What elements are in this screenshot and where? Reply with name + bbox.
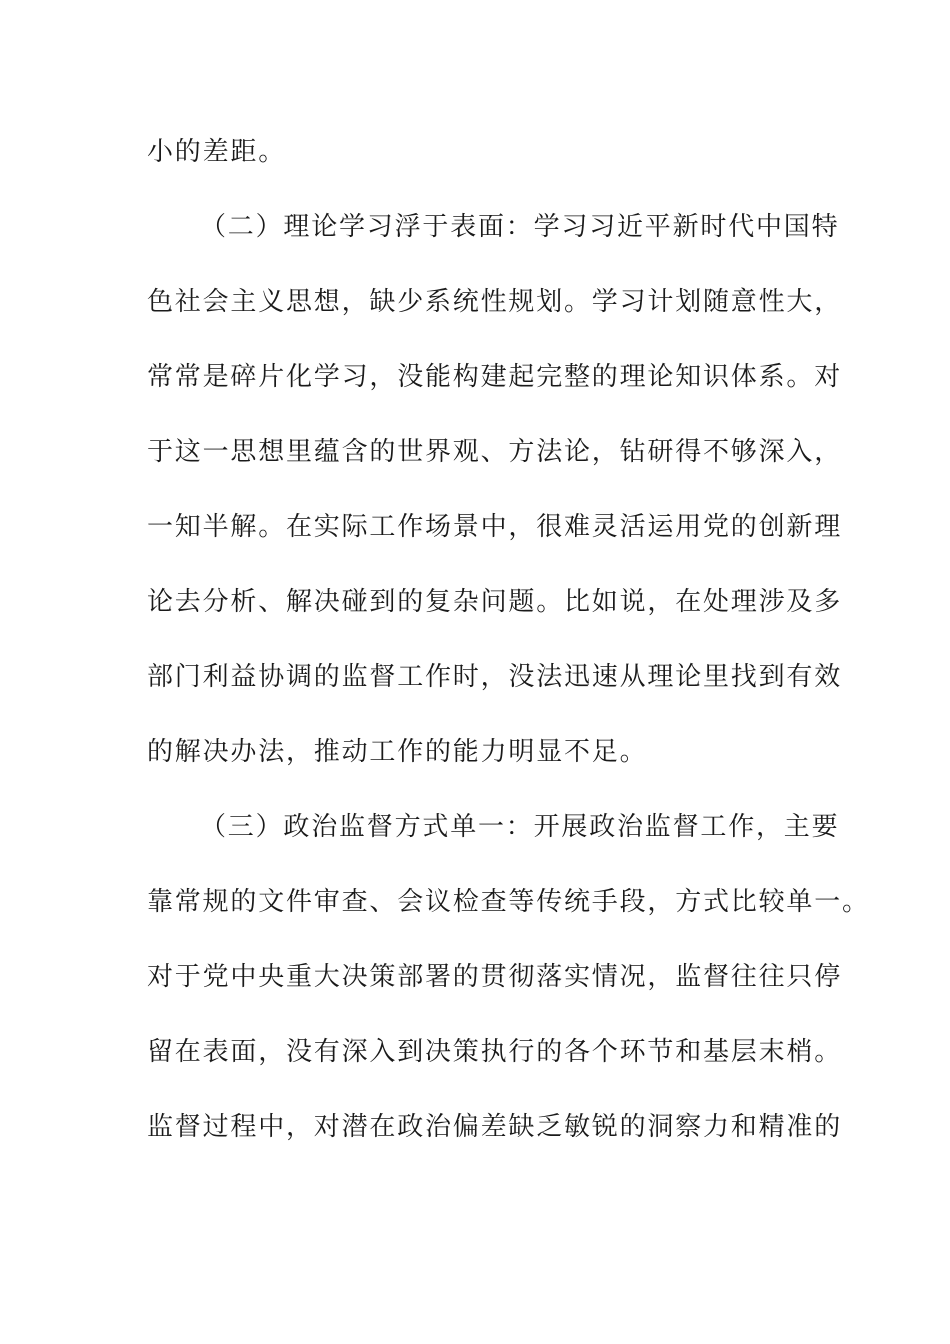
text-line: 靠常规的文件审查、会议检查等传统手段，方式比较单一。 [147, 887, 870, 917]
section-heading-line: （三）政治监督方式单一：开展政治监督工作，主要 [200, 812, 840, 842]
text-line: 部门利益协调的监督工作时，没法迅速从理论里找到有效 [147, 662, 843, 692]
text-line: 对于党中央重大决策部署的贯彻落实情况，监督往往只停 [147, 962, 843, 992]
text-line: 论去分析、解决碰到的复杂问题。比如说，在处理涉及多 [147, 587, 843, 617]
text-line: 一知半解。在实际工作场景中，很难灵活运用党的创新理 [147, 512, 843, 542]
text-line: 常常是碎片化学习，没能构建起完整的理论知识体系。对 [147, 362, 843, 392]
text-line: 监督过程中，对潜在政治偏差缺乏敏锐的洞察力和精准的 [147, 1112, 843, 1142]
text-line: 的解决办法，推动工作的能力明显不足。 [147, 737, 648, 767]
text-line: 小的差距。 [147, 137, 287, 167]
text-line: 留在表面，没有深入到决策执行的各个环节和基层末梢。 [147, 1037, 843, 1067]
section-heading-line: （二）理论学习浮于表面：学习习近平新时代中国特 [200, 212, 840, 242]
text-line: 于这一思想里蕴含的世界观、方法论，钻研得不够深入， [147, 437, 843, 467]
text-line: 色社会主义思想，缺少系统性规划。学习计划随意性大， [147, 287, 843, 317]
